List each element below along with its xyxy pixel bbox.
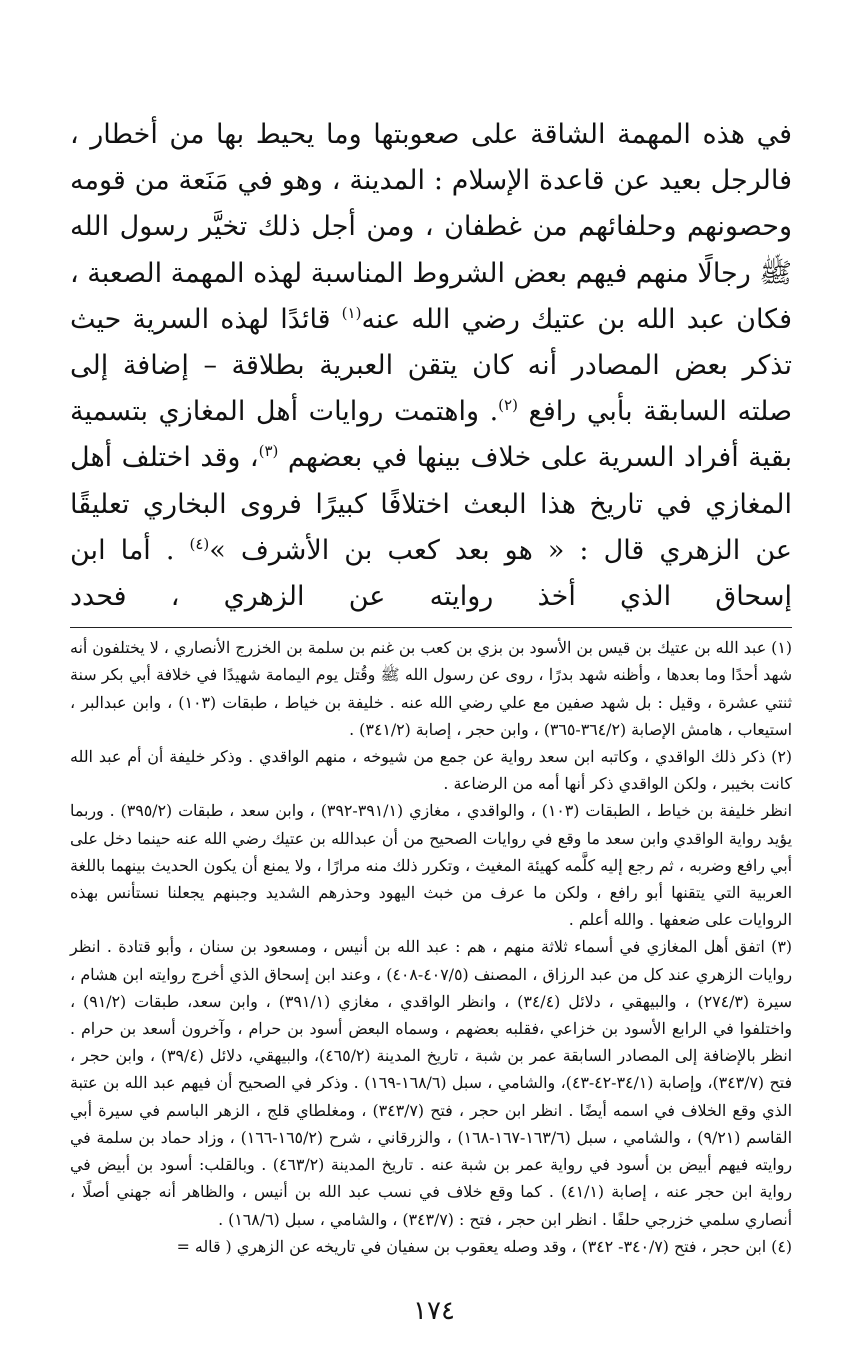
- main-text-part-3: . واهتمت روايات أهل المغازي بتسمية بقية أفراد السرية على خلاف بينها في بعضهم: [70, 396, 792, 474]
- main-text-body: [70, 112, 792, 620]
- main-text-part-1: في هذه المهمة الشاقة على صعوبتها وما يحيط بها من أخطار ، فالرجل بعيد عن قاعدة الإسلام : المدينة ، وهو في مَنَعة من قومه وحصونهم وحلفائهم من غطفان ، ومن أجل ذلك تخيَّر رسول الله ﷺ رجالًا منهم فيهم بعض الشروط المناسبة لهذه المهمة الصعبة ، فكان عبد الله بن عتيك رضي الله عنه: [70, 119, 792, 335]
- footnote-3: (٣) اتفق أهل المغازي في أسماء ثلاثة منهم ، هم : عبد الله بن أنيس ، ومسعود بن سنان ، وأبو قتادة . انظر روايات الزهري عند كل من عبد الرزاق ، المصنف (٤٠٧/٥-٤٠٨) ، وعند ابن إسحاق الذي أخرج روايته ابن هشام ، سيرة (٢٧٤/٣) ، والبيهقي ، دلائل (٣٤/٤) ، وانظر الواقدي ، مغازي (٣٩١/١) ، وابن سعد، طبقات (٩١/٢) ، واختلفوا في الرابع الأسود بن خزاعي ،فقلبه بعضهم ، وسماه البعض أسود بن حرام ، وآخرون أسعد بن حرام . انظر بالإضافة إلى المصادر السابقة عمر بن شبة ، تاريخ المدينة (٤٦٥/٢)، والبيهقي، دلائل (٣٩/٤) ، وابن حجر ، فتح (٣٤٣/٧)، وإصابة (٣٤/١-٤٢-٤٣)، والشامي ، سبل (١٦٨/٦-١٦٩) . وذكر في الصحيح أن فيهم عبد الله بن عتبة الذي وقع الخلاف في اسمه أيضًا . انظر ابن حجر ، فتح (٣٤٣/٧) ، ومغلطاي قلج ، الزهر الباسم في سيرة أبي القاسم (٩/٢١) ، والشامي ، سبل (١٦٣/٦-١٦٧-١٦٨) ، والزرقاني ، شرح (١٦٥/٢-١٦٦) ، وزاد حماد بن سلمة في روايته فيهم أبيض بن أسود في رواية عمر بن شبة عنه . تاريخ المدينة (٤٦٣/٢) . وبالقلب: أسود بن أبيض في رواية ابن حجر عنه ، إصابة (٤١/١) . كما وقع خلاف في نسب عبد الله بن أنيس ، والظاهر أنه جهني أصلًا ، أنصاري سلمي خزرجي حلفًا . انظر ابن حجر ، فتح : (٣٤٣/٧) ، والشامي ، سبل (١٦٨/٦) .: [70, 937, 793, 1229]
- footnote-2-continued: انظر خليفة بن خياط ، الطبقات (١٠٣) ، والواقدي ، مغازي (٣٩١/١-٣٩٢) ، وابن سعد ، طبقات (٣٩٥/٢) . وربما يؤيد رواية الواقدي وابن سعد ما وقع في روايات الصحيح من أن عبدالله بن عتيك رضي الله عنه حينما دخل على أبي رافع وضربه ، ثم رجع إليه كلَّمه كهيئة المغيث ، وتكرر ذلك منه مرارًا ، ولا يمنع أن يكون الحديث بينهما باللغة العربية التي يتقنها أبو رافع ، ولكن ما عرف من خبث اليهود وحذرهم الشديد وجبنهم يجعلنا نستأنس بهذه الروايات على ضعفها . والله أعلم .: [70, 801, 792, 930]
- footnotes-section: [70, 634, 792, 1260]
- footnote-ref-4: (٤): [189, 534, 210, 553]
- footnote-ref-1: (١): [341, 303, 362, 322]
- footnote-1: (١) عبد الله بن عتيك بن قيس بن الأسود بن بزي بن كعب بن غنم بن سلمة بن الخزرج الأنصاري ، لا يختلفون أنه شهد أحدًا وما بعدها ، وأظنه شهد بدرًا ، روى عن رسول الله ﷺ وقُتل يوم اليمامة شهيدًا في خلافة أبي بكر سنة ثنتي عشرة ، وقيل : بل شهد صفين مع علي رضي الله عنه . خليفة بن خياط ، طبقات (١٠٣) ، وابن عبدالبر ، استيعاب ، هامش الإصابة (٣٦٤/٢-٣٦٥) ، وابن حجر ، إصابة (٣٤١/٢) .: [70, 638, 792, 739]
- main-paragraph: [70, 112, 792, 620]
- footnote-ref-2: (٢): [498, 396, 518, 415]
- footnote-ref-3: (٣): [258, 442, 279, 461]
- footnote-2: (٢) ذكر ذلك الواقدي ، وكاتبه ابن سعد رواية عن جمع من شيوخه ، منهم الواقدي . وذكر خليفة أن أم عبد الله كانت بخيبر ، ولكن الواقدي ذكر أنها أمه من الرضاعة .: [70, 747, 792, 794]
- main-text-part-2: قائدًا لهذه السرية حيث تذكر بعض المصادر أنه كان يتقن العبرية بطلاقة – إضافة إلى صلته السابقة بأبي رافع: [70, 303, 792, 428]
- page-number: ١٧٤: [413, 1296, 455, 1326]
- footnote-4: (٤) ابن حجر ، فتح (٣٤٠/٧- ٣٤٢) ، وقد وصله يعقوب بن سفيان في تاريخه عن الزهري ( قاله =: [176, 1236, 792, 1256]
- footnote-separator: [70, 627, 792, 628]
- main-text-part-4: ، وقد اختلف أهل المغازي في تاريخ هذا البعث اختلافًا كبيرًا فروى البخاري تعليقًا عن الزهري قال : « هو بعد كعب بن الأشرف »: [70, 442, 792, 566]
- main-text-part-5: . أما ابن إسحاق الذي أخذ روايته عن الزهري ، فحدد: [70, 534, 792, 613]
